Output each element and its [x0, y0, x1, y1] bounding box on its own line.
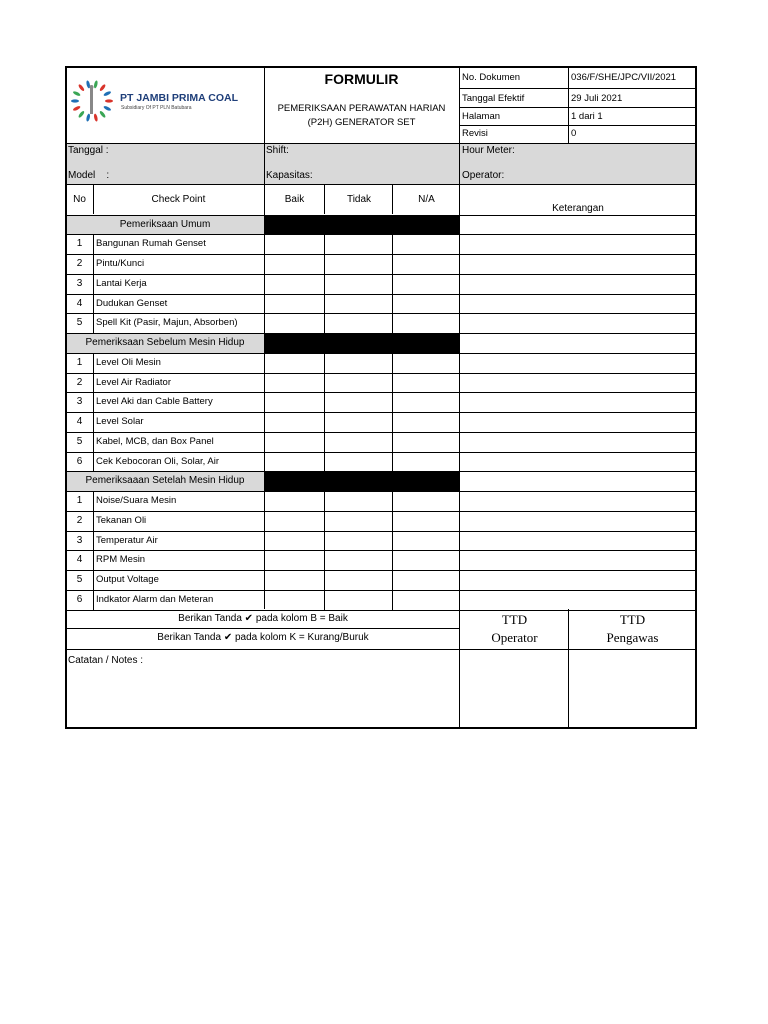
line: [568, 609, 569, 728]
item-number: 1: [76, 495, 83, 506]
line: [93, 353, 94, 472]
section-title: Pemeriksaan Sebelum Mesin Hidup: [85, 337, 245, 348]
checkbox-baik[interactable]: [264, 373, 325, 393]
form-title-line2: (P2H) GENERATOR SET: [307, 117, 416, 128]
meta-label-revisi: Revisi: [462, 128, 488, 139]
ttd-operator-line1: TTD: [501, 612, 528, 627]
item-label: Indkator Alarm dan Meteran: [96, 593, 214, 605]
section-title: Pemeriksaaan Setelah Mesin Hidup: [85, 475, 245, 487]
line: [459, 66, 460, 609]
checkbox-tidak[interactable]: [325, 550, 393, 570]
line: [66, 649, 696, 650]
checkbox-baik[interactable]: [264, 274, 325, 294]
checkbox-na[interactable]: [393, 412, 460, 432]
line: [66, 313, 696, 314]
line: [66, 511, 696, 512]
line: [93, 491, 94, 610]
line: [66, 143, 696, 144]
keterangan-cell[interactable]: [460, 392, 696, 412]
keterangan-cell[interactable]: [460, 313, 696, 333]
item-number: 2: [76, 514, 83, 526]
checkbox-na[interactable]: [393, 511, 460, 531]
border-top: [65, 66, 697, 68]
keterangan-cell[interactable]: [460, 531, 696, 551]
keterangan-cell[interactable]: [460, 590, 696, 610]
keterangan-cell[interactable]: [460, 570, 696, 590]
item-number: 4: [76, 554, 83, 566]
info-kapasitas[interactable]: Kapasitas:: [266, 170, 313, 181]
checkbox-baik[interactable]: [264, 313, 325, 333]
checkbox-baik[interactable]: [264, 511, 325, 531]
col-header-keterangan: Keterangan: [552, 203, 604, 214]
item-label: Lantai Kerja: [96, 277, 147, 289]
ttd-operator-line2: Operator: [491, 630, 538, 645]
line: [66, 184, 696, 185]
checkbox-tidak[interactable]: [325, 392, 393, 412]
item-label: Level Air Radiator: [96, 376, 171, 388]
section-header-blackout: [264, 333, 460, 353]
keterangan-cell[interactable]: [460, 432, 696, 452]
item-label: Temperatur Air: [96, 534, 158, 546]
line: [66, 392, 696, 393]
checkbox-na[interactable]: [393, 373, 460, 393]
checkbox-na[interactable]: [393, 274, 460, 294]
checkbox-baik[interactable]: [264, 294, 325, 314]
company-name: PT JAMBI PRIMA COAL: [120, 92, 239, 104]
item-number: 3: [76, 277, 83, 289]
checkbox-na[interactable]: [393, 234, 460, 254]
meta-label-no-dokumen: No. Dokumen: [462, 72, 521, 83]
line: [66, 471, 696, 472]
meta-label-halaman: Halaman: [462, 111, 501, 122]
col-header-check-point: Check Point: [151, 194, 206, 205]
item-number: 5: [76, 574, 83, 585]
keterangan-cell[interactable]: [460, 452, 696, 472]
meta-value-no-dokumen: 036/F/SHE/JPC/VII/2021: [571, 72, 677, 83]
item-label: Level Oli Mesin: [96, 356, 161, 368]
checkbox-tidak[interactable]: [325, 412, 393, 432]
meta-label-tanggal-efektif: Tanggal Efektif: [462, 93, 525, 104]
checkbox-baik[interactable]: [264, 570, 325, 590]
line: [66, 531, 696, 532]
info-row-bg-left: [66, 143, 460, 184]
checkbox-na[interactable]: [393, 531, 460, 551]
info-tanggal[interactable]: Tanggal :: [68, 145, 109, 156]
checkbox-tidak[interactable]: [325, 531, 393, 551]
item-label: RPM Mesin: [96, 554, 146, 566]
checkbox-tidak[interactable]: [325, 373, 393, 393]
line: [66, 570, 696, 571]
col-header-no: No: [73, 194, 86, 205]
info-operator[interactable]: Operator:: [462, 170, 505, 181]
line: [66, 590, 696, 591]
keterangan-cell[interactable]: [460, 353, 696, 373]
checkbox-tidak[interactable]: [325, 452, 393, 472]
line: [66, 432, 696, 433]
item-label: Dudukan Genset: [96, 297, 168, 309]
line: [459, 88, 696, 89]
item-number: 2: [76, 376, 83, 388]
item-label: Level Solar: [96, 416, 144, 427]
meta-value-revisi: 0: [571, 128, 577, 139]
border-right: [695, 66, 697, 729]
checkbox-tidak[interactable]: [325, 432, 393, 452]
col-header-na: N/A: [418, 194, 435, 205]
line: [66, 373, 696, 374]
line: [324, 353, 325, 472]
checkbox-baik[interactable]: [264, 353, 325, 373]
line: [93, 234, 94, 333]
checkbox-na[interactable]: [393, 294, 460, 314]
info-model[interactable]: Model :: [68, 170, 110, 181]
line: [66, 610, 696, 611]
checkbox-baik[interactable]: [264, 392, 325, 412]
pjpc-logo-icon: [68, 78, 116, 124]
signature-pengawas-box[interactable]: [569, 650, 696, 727]
keterangan-cell[interactable]: [460, 274, 696, 294]
line: [66, 215, 696, 216]
line: [324, 491, 325, 610]
legend-kurang: Berikan Tanda ✔ pada kolom K = Kurang/Buruk: [157, 632, 369, 643]
ttd-pengawas-line1: TTD: [619, 612, 646, 627]
line: [392, 491, 393, 610]
item-number: 1: [76, 356, 83, 368]
checkbox-na[interactable]: [393, 550, 460, 570]
line: [66, 333, 696, 334]
checkbox-na[interactable]: [393, 313, 460, 333]
line: [264, 184, 265, 609]
info-shift[interactable]: Shift:: [266, 145, 289, 156]
notes-area[interactable]: [66, 669, 460, 727]
item-number: 6: [76, 593, 83, 605]
checkbox-tidak[interactable]: [325, 590, 393, 610]
item-number: 5: [76, 435, 83, 447]
line: [66, 254, 696, 255]
meta-value-tanggal-efektif: 29 Juli 2021: [571, 93, 623, 104]
checkbox-na[interactable]: [393, 491, 460, 511]
line: [66, 294, 696, 295]
checkbox-tidak[interactable]: [325, 511, 393, 531]
checkbox-baik[interactable]: [264, 531, 325, 551]
signature-operator-box[interactable]: [460, 650, 569, 727]
item-label: Spell Kit (Pasir, Majun, Absorben): [96, 317, 238, 329]
keterangan-cell[interactable]: [460, 491, 696, 511]
checkbox-na[interactable]: [393, 452, 460, 472]
item-label: Output Voltage: [96, 574, 159, 585]
checkbox-na[interactable]: [393, 590, 460, 610]
checkbox-baik[interactable]: [264, 452, 325, 472]
checkbox-tidak[interactable]: [325, 313, 393, 333]
form-title-line1: PEMERIKSAAN PERAWATAN HARIAN: [277, 103, 446, 114]
item-number: 4: [76, 416, 83, 427]
checkbox-baik[interactable]: [264, 432, 325, 452]
border-left: [65, 66, 67, 729]
keterangan-cell[interactable]: [460, 550, 696, 570]
checkbox-baik[interactable]: [264, 590, 325, 610]
line: [392, 234, 393, 333]
checkbox-na[interactable]: [393, 353, 460, 373]
checkbox-baik[interactable]: [264, 491, 325, 511]
section-title: Pemeriksaan Umum: [119, 218, 211, 230]
line: [264, 66, 265, 184]
border-bottom: [65, 727, 697, 729]
section-header-blackout: [264, 471, 460, 491]
item-number: 6: [76, 455, 83, 467]
checkbox-na[interactable]: [393, 570, 460, 590]
company-logo: [68, 78, 116, 124]
item-number: 2: [76, 258, 83, 269]
checkbox-na[interactable]: [393, 392, 460, 412]
col-header-tidak: Tidak: [346, 194, 372, 205]
item-label: Pintu/Kunci: [96, 258, 145, 269]
item-label: Kabel, MCB, dan Box Panel: [96, 435, 214, 447]
form-type-title: FORMULIR: [324, 71, 399, 87]
checkbox-tidak[interactable]: [325, 254, 393, 274]
line: [66, 628, 460, 629]
ttd-pengawas-line2: Pengawas: [606, 630, 659, 645]
company-subtitle: Subsidiary Of PT PLN Batubara: [121, 105, 192, 111]
keterangan-cell[interactable]: [460, 511, 696, 531]
line: [568, 66, 569, 143]
item-label: Level Aki dan Cable Battery: [96, 396, 213, 408]
item-number: 4: [76, 297, 83, 309]
checkbox-baik[interactable]: [264, 234, 325, 254]
line: [66, 550, 696, 551]
checkbox-tidak[interactable]: [325, 274, 393, 294]
checkbox-na[interactable]: [393, 432, 460, 452]
checkbox-baik[interactable]: [264, 412, 325, 432]
keterangan-cell[interactable]: [460, 373, 696, 393]
line: [392, 353, 393, 472]
checkbox-na[interactable]: [393, 254, 460, 274]
line: [324, 184, 325, 214]
keterangan-cell[interactable]: [460, 254, 696, 274]
legend-baik: Berikan Tanda ✔ pada kolom B = Baik: [178, 613, 348, 624]
notes-label: Catatan / Notes :: [68, 655, 144, 666]
line: [66, 491, 696, 492]
line: [66, 234, 696, 235]
keterangan-cell[interactable]: [460, 412, 696, 432]
col-header-baik: Baik: [284, 194, 305, 205]
item-label: Noise/Suara Mesin: [96, 495, 177, 506]
section-header-blackout: [264, 215, 460, 235]
checkbox-tidak[interactable]: [325, 491, 393, 511]
meta-value-halaman: 1 dari 1: [571, 111, 603, 122]
item-number: 1: [76, 238, 83, 250]
checkbox-tidak[interactable]: [325, 294, 393, 314]
item-label: Cek Kebocoran Oli, Solar, Air: [96, 455, 220, 467]
line: [66, 353, 696, 354]
checkbox-tidak[interactable]: [325, 234, 393, 254]
item-number: 3: [76, 396, 83, 408]
line: [66, 452, 696, 453]
line: [66, 412, 696, 413]
checkbox-baik[interactable]: [264, 550, 325, 570]
line: [93, 184, 94, 214]
line: [459, 609, 460, 728]
line: [392, 184, 393, 214]
item-number: 5: [76, 317, 83, 329]
checkbox-baik[interactable]: [264, 254, 325, 274]
line: [324, 234, 325, 333]
checkbox-tidak[interactable]: [325, 353, 393, 373]
item-label: Bangunan Rumah Genset: [96, 238, 206, 250]
item-label: Tekanan Oli: [96, 514, 147, 526]
keterangan-cell[interactable]: [460, 234, 696, 254]
info-hour-meter[interactable]: Hour Meter:: [462, 145, 515, 156]
line: [459, 107, 696, 108]
checkbox-tidak[interactable]: [325, 570, 393, 590]
keterangan-cell[interactable]: [460, 294, 696, 314]
line: [66, 274, 696, 275]
item-number: 3: [76, 534, 83, 546]
line: [459, 125, 696, 126]
